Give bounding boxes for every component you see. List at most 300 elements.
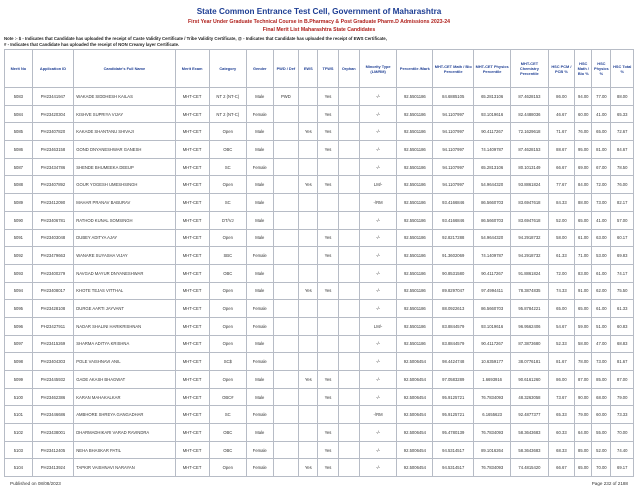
table-cell: 88.00 [611, 88, 634, 106]
table-cell: 90.4117267 [473, 264, 510, 282]
table-cell [299, 105, 318, 123]
table-cell: 92.5006454 [397, 406, 433, 424]
table-cell [338, 424, 359, 442]
table-cell: LM/- [359, 176, 396, 194]
table-cell: 52.00 [592, 441, 611, 459]
table-cell: PH23412405 [32, 441, 74, 459]
table-cell: Male [246, 424, 273, 442]
table-cell: PH23427911 [32, 317, 74, 335]
table-cell [299, 388, 318, 406]
table-cell: Female [246, 247, 273, 265]
table-cell: 80.1013149 [511, 158, 548, 176]
table-cell: 93.8861824 [511, 176, 548, 194]
table-cell: Yes [299, 176, 318, 194]
column-header: HSC Total % [611, 50, 634, 88]
table-cell [338, 300, 359, 318]
table-cell: PH23400279 [32, 264, 74, 282]
table-cell: 92.5501186 [397, 211, 433, 229]
table-cell: 94.2918732 [511, 229, 548, 247]
table-cell: 5102 [5, 424, 33, 442]
table-cell: 94.1107997 [433, 123, 474, 141]
table-cell [273, 353, 299, 371]
table-cell: MHT-CET [175, 424, 209, 442]
table-cell: 92.5501186 [397, 300, 433, 318]
table-cell: 92.5501186 [397, 105, 433, 123]
table-cell: 67.00 [592, 158, 611, 176]
table-cell: 5104 [5, 459, 33, 477]
table-cell: 70.00 [611, 424, 634, 442]
table-cell: 68.83 [611, 335, 634, 353]
table-cell [299, 300, 318, 318]
table-cell [299, 141, 318, 159]
table-cell: 89.1016264 [473, 441, 510, 459]
table-cell: MHT-CET [175, 123, 209, 141]
table-cell [299, 158, 318, 176]
table-cell: 52.33 [548, 335, 575, 353]
table-cell: 90.4117267 [473, 335, 510, 353]
table-cell: 92.4877377 [511, 406, 548, 424]
table-cell: -/- [359, 459, 396, 477]
table-cell: 76.00 [575, 123, 592, 141]
table-cell: -/- [359, 335, 396, 353]
table-cell: KAKADE SHANTANU SHIVAJI [74, 123, 175, 141]
table-cell: 83.8844579 [433, 317, 474, 335]
table-cell: 74.1409787 [473, 247, 510, 265]
table-cell: MHT-CET [175, 264, 209, 282]
table-cell: -/- [359, 105, 396, 123]
table-cell: Yes [318, 176, 338, 194]
table-cell [338, 335, 359, 353]
table-cell: 92.5501186 [397, 264, 433, 282]
table-row [5, 335, 634, 353]
table-cell: 5089 [5, 194, 33, 212]
table-cell [338, 123, 359, 141]
table-cell: Male [246, 388, 273, 406]
table-cell: 88.0922613 [433, 300, 474, 318]
table-cell: 95.8784221 [511, 300, 548, 318]
table-cell: 94.5314517 [433, 459, 474, 477]
table-cell: 74.4815420 [511, 459, 548, 477]
table-cell: 94.1107997 [433, 158, 474, 176]
table-cell: 60.00 [575, 105, 592, 123]
table-cell: Male [246, 229, 273, 247]
table-cell: 87.00 [611, 371, 634, 389]
column-header: Minority Type (LM/RM) [359, 50, 396, 88]
table-cell: 65.00 [575, 211, 592, 229]
table-cell: 77.67 [548, 176, 575, 194]
table-cell: -/RM [359, 406, 396, 424]
table-cell: 93.4166846 [433, 194, 474, 212]
table-cell: -/- [359, 247, 396, 265]
table-row [5, 441, 634, 459]
table-cell: 60.17 [611, 229, 634, 247]
table-cell [338, 459, 359, 477]
table-cell [338, 194, 359, 212]
table-cell: NT 2 (NT-C) [209, 105, 246, 123]
table-cell: 95.00 [575, 141, 592, 159]
table-cell: SC$ [209, 353, 246, 371]
table-cell: 93.1019616 [473, 317, 510, 335]
table-cell [338, 88, 359, 106]
table-cell: 65.00 [575, 459, 592, 477]
table-cell: Male [246, 88, 273, 106]
table-cell: 76.7834093 [473, 388, 510, 406]
table-cell [338, 406, 359, 424]
table-row [5, 176, 634, 194]
table-cell: 78.3874835 [511, 282, 548, 300]
table-cell: 92.8217288 [433, 229, 474, 247]
table-cell [273, 406, 299, 424]
column-header: Gender [246, 50, 273, 88]
table-cell: 58.00 [575, 335, 592, 353]
column-header: MHT-CET Math / Bio Percentile [433, 50, 474, 88]
table-cell: 5101 [5, 406, 33, 424]
table-cell: PH23445932 [32, 371, 74, 389]
column-header: TFWS [318, 50, 338, 88]
table-row [5, 459, 634, 477]
table-cell: 75.50 [611, 282, 634, 300]
table-cell [273, 158, 299, 176]
table-cell: MHT-CET [175, 317, 209, 335]
table-cell: Female [246, 300, 273, 318]
table-cell: Open [209, 459, 246, 477]
table-cell: 76.7834093 [473, 424, 510, 442]
table-cell [299, 441, 318, 459]
published-date: Published on 08/08/2023 [10, 481, 61, 486]
table-cell: PH23413924 [32, 459, 74, 477]
table-cell: PWD [273, 88, 299, 106]
table-cell: 5083 [5, 88, 33, 106]
table-cell: 65.00 [592, 123, 611, 141]
table-cell: 91.8861824 [511, 264, 548, 282]
column-header: EWS [299, 50, 318, 88]
table-cell [273, 176, 299, 194]
table-cell [273, 388, 299, 406]
table-cell: 94.1107997 [433, 105, 474, 123]
table-row [5, 264, 634, 282]
table-cell [299, 88, 318, 106]
table-cell: MHT-CET [175, 388, 209, 406]
table-cell: SC [209, 406, 246, 424]
table-cell: 72.00 [592, 176, 611, 194]
table-cell [273, 105, 299, 123]
table-cell: OBC# [209, 388, 246, 406]
table-cell: 74.40 [611, 441, 634, 459]
table-cell: Male [246, 176, 273, 194]
table-cell: MHT-CET [175, 300, 209, 318]
table-cell: 76.7834093 [473, 459, 510, 477]
table-cell: Yes [318, 247, 338, 265]
table-cell [338, 441, 359, 459]
table-cell: Yes [318, 229, 338, 247]
table-cell: -/- [359, 424, 396, 442]
table-cell [273, 264, 299, 282]
table-cell: 84.33 [548, 194, 575, 212]
table-cell: 76.00 [611, 176, 634, 194]
table-cell: 5097 [5, 335, 33, 353]
table-cell: 5084 [5, 105, 33, 123]
table-cell [318, 353, 338, 371]
table-cell: Yes [299, 123, 318, 141]
table-cell: 51.00 [592, 317, 611, 335]
table-cell [299, 194, 318, 212]
table-cell: 5099 [5, 371, 33, 389]
table-cell [273, 441, 299, 459]
table-cell: 94.1107997 [433, 176, 474, 194]
table-cell [273, 371, 299, 389]
table-cell [273, 282, 299, 300]
table-cell: PH23415269 [32, 335, 74, 353]
table-row [5, 388, 634, 406]
table-cell: 94.5314517 [433, 441, 474, 459]
table-cell: 58.3643683 [511, 441, 548, 459]
table-row [5, 300, 634, 318]
table-row [5, 194, 634, 212]
table-cell: MHT-CET [175, 371, 209, 389]
table-row [5, 247, 634, 265]
table-cell: 98.4424748 [433, 353, 474, 371]
table-cell: DT/VJ [209, 211, 246, 229]
table-row [5, 282, 634, 300]
table-cell [299, 211, 318, 229]
table-cell: 6.1655623 [473, 406, 510, 424]
table-cell: 5088 [5, 176, 33, 194]
table-cell: 87.00 [575, 371, 592, 389]
table-cell: DHARMADHIKARI VARAD RAVINDRA [74, 424, 175, 442]
table-cell: 38.0776181 [511, 353, 548, 371]
table-cell: NT 2 (NT-C) [209, 88, 246, 106]
table-cell: 66.67 [548, 158, 575, 176]
table-cell: 83.8844579 [433, 335, 474, 353]
table-cell: 54.9644320 [473, 229, 510, 247]
table-cell: Male [246, 141, 273, 159]
table-cell: -/- [359, 123, 396, 141]
table-cell: Open [209, 300, 246, 318]
table-cell [338, 388, 359, 406]
table-cell [338, 229, 359, 247]
table-cell: SC [209, 194, 246, 212]
table-cell [318, 406, 338, 424]
table-cell: MHT-CET [175, 194, 209, 212]
column-header: HSC Math / Bio % [575, 50, 592, 88]
table-cell: MHT-CET [175, 211, 209, 229]
table-cell: 69.17 [611, 459, 634, 477]
table-cell: 87.4628153 [511, 141, 548, 159]
table-cell: -/- [359, 88, 396, 106]
table-row [5, 353, 634, 371]
table-cell: 61.00 [575, 229, 592, 247]
table-cell: 82.4488036 [511, 105, 548, 123]
table-cell: DUBEY ADITYA AJAY [74, 229, 175, 247]
table-cell [299, 406, 318, 424]
table-cell: SHENDE BHUMEEKA DEEUP [74, 158, 175, 176]
table-cell: Yes [318, 123, 338, 141]
table-body [5, 88, 634, 477]
table-cell: Open [209, 335, 246, 353]
table-cell: MHT-CET [175, 459, 209, 477]
table-cell: MHT-CET [175, 335, 209, 353]
table-cell: 74.17 [611, 264, 634, 282]
table-cell: 94.00 [575, 88, 592, 106]
table-cell: GADE AKASH BHAGWAT [74, 371, 175, 389]
column-header: Application ID [32, 50, 74, 88]
table-cell [338, 282, 359, 300]
table-cell: PH23407820 [32, 123, 74, 141]
table-cell: 41.00 [592, 211, 611, 229]
table-cell: NAVGAD MAYUR DNYANESHWAR [74, 264, 175, 282]
table-cell [318, 335, 338, 353]
table-cell [338, 211, 359, 229]
table-cell: 69.00 [575, 158, 592, 176]
table-cell: Female [246, 406, 273, 424]
table-cell [273, 335, 299, 353]
table-cell [299, 247, 318, 265]
table-cell: MAHAR PRANAV BABURAV [74, 194, 175, 212]
table-cell [338, 264, 359, 282]
table-cell: 10.6359177 [473, 353, 510, 371]
table-cell: 81.67 [548, 353, 575, 371]
table-cell: 79.00 [611, 388, 634, 406]
table-row [5, 158, 634, 176]
table-cell: 5103 [5, 441, 33, 459]
table-cell: KHOTE TEJAS VITTHAL [74, 282, 175, 300]
page-title: State Common Entrance Test Cell, Government of Maharashtra [196, 7, 442, 16]
table-cell: 61.00 [592, 300, 611, 318]
merit-list-table [4, 49, 634, 477]
table-cell: 86.5660703 [473, 300, 510, 318]
table-cell [318, 300, 338, 318]
table-cell: 68.00 [592, 388, 611, 406]
table-cell [299, 229, 318, 247]
table-cell: 60.83 [611, 317, 634, 335]
table-cell: 74.1409787 [473, 141, 510, 159]
table-cell: Open [209, 123, 246, 141]
table-cell [318, 317, 338, 335]
table-cell: MHT-CET [175, 158, 209, 176]
table-cell: 52.00 [548, 211, 575, 229]
table-cell: OBC [209, 424, 246, 442]
table-cell: 93.4166846 [433, 211, 474, 229]
column-header: HSC PCM / PCB % [548, 50, 575, 88]
table-cell: PH23441947 [32, 88, 74, 106]
table-cell: 94.1107997 [433, 141, 474, 159]
table-cell: PH23438001 [32, 424, 74, 442]
table-cell [299, 335, 318, 353]
table-cell: GOUR YOGESH UMESHSINGH [74, 176, 175, 194]
table-cell: -/- [359, 300, 396, 318]
page-number: Page 232 of 2188 [591, 481, 628, 486]
table-cell: OBC [209, 441, 246, 459]
table-cell: 81.67 [611, 353, 634, 371]
table-cell: 63.00 [592, 229, 611, 247]
table-cell: MHT-CET [175, 105, 209, 123]
table-cell: 83.6947618 [511, 194, 548, 212]
table-cell [299, 424, 318, 442]
table-cell: 92.5501186 [397, 317, 433, 335]
table-row [5, 211, 634, 229]
table-cell: DURGE AARTI JAYVANT [74, 300, 175, 318]
table-cell: 79.00 [575, 406, 592, 424]
table-cell: POLE VAISHNAVI ANIL [74, 353, 175, 371]
table-cell [273, 317, 299, 335]
table-cell: Female [246, 459, 273, 477]
table-cell: 97.0583289 [433, 371, 474, 389]
table-cell: 65.2813106 [473, 158, 510, 176]
table-cell [338, 141, 359, 159]
table-row [5, 88, 634, 106]
table-cell: MHT-CET [175, 441, 209, 459]
table-cell: 90.8531580 [433, 264, 474, 282]
table-cell: 95.9125721 [433, 406, 474, 424]
table-cell: Male [246, 282, 273, 300]
table-cell: 92.5501186 [397, 247, 433, 265]
table-cell [273, 300, 299, 318]
column-header: Candidate's Full Name [74, 50, 175, 88]
table-cell: PH23446686 [32, 406, 74, 424]
table-cell: 92.5006454 [397, 353, 433, 371]
table-cell: TAPKIR VAISHNAVI NARAYAN [74, 459, 175, 477]
table-cell: Male [246, 194, 273, 212]
table-cell: -/RM [359, 194, 396, 212]
table-cell: RATHOD KUNAL SOMSINGH [74, 211, 175, 229]
table-cell: 54.9644320 [473, 176, 510, 194]
table-cell: 82.17 [611, 194, 634, 212]
table-cell: 65.00 [575, 300, 592, 318]
column-header: MHT-CET Chemistry Percentile [511, 50, 548, 88]
table-cell: PH23408017 [32, 282, 74, 300]
table-cell: 83.00 [575, 264, 592, 282]
table-cell: 54.67 [548, 317, 575, 335]
table-row [5, 424, 634, 442]
table-cell: Yes [299, 282, 318, 300]
table-cell: KISHVE SUPRIYA VIJAY [74, 105, 175, 123]
table-cell: 5096 [5, 317, 33, 335]
table-row [5, 317, 634, 335]
table-cell: Open [209, 176, 246, 194]
table-cell: 92.5501186 [397, 158, 433, 176]
table-cell: Male [246, 335, 273, 353]
table-cell: 48.3263058 [511, 388, 548, 406]
table-cell: GOND DNYANESHWAR GANESH [74, 141, 175, 159]
table-cell: MHT-CET [175, 353, 209, 371]
table-cell: Open [209, 317, 246, 335]
table-row [5, 406, 634, 424]
table-cell: 92.5501186 [397, 123, 433, 141]
table-cell: 92.5501186 [397, 88, 433, 106]
table-cell [338, 317, 359, 335]
list-subtitle: Final Merit List Maharashtra State Candidates [262, 26, 376, 33]
table-cell: PH23406781 [32, 211, 74, 229]
table-cell: 73.67 [548, 388, 575, 406]
table-cell [273, 194, 299, 212]
table-cell: 71.00 [575, 247, 592, 265]
table-cell: Yes [318, 459, 338, 477]
table-cell [318, 264, 338, 282]
column-header: Merit No [5, 50, 33, 88]
table-cell: 66.67 [548, 459, 575, 477]
table-cell: PH23463158 [32, 141, 74, 159]
table-cell: 88.67 [548, 141, 575, 159]
table-cell: 92.5006454 [397, 371, 433, 389]
table-cell: WANARE SUYASHA VIJAY [74, 247, 175, 265]
table-cell: 5091 [5, 229, 33, 247]
table-cell: 92.5501186 [397, 141, 433, 159]
table-cell: 95.4780139 [433, 424, 474, 442]
table-cell: PH23434786 [32, 158, 74, 176]
table-cell: -/- [359, 141, 396, 159]
table-cell: MHT-CET [175, 88, 209, 106]
table-cell [318, 158, 338, 176]
